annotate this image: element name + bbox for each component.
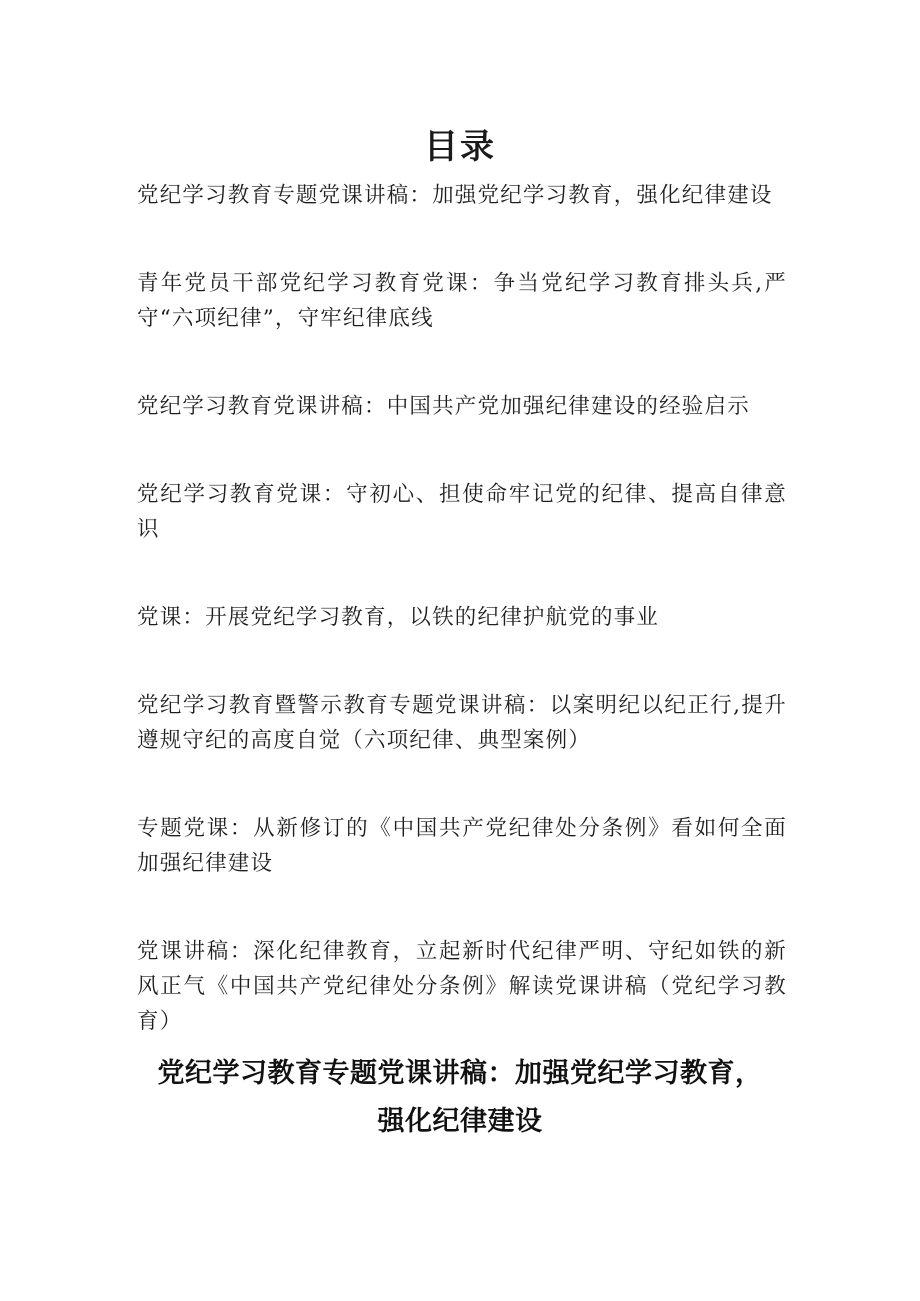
toc-item[interactable]: 专题党课：从新修订的《中国共产党纪律处分条例》看如何全面加强纪律建设: [137, 816, 787, 876]
toc-item[interactable]: 党纪学习教育党课：守初心、担使命牢记党的纪律、提高自律意识: [137, 482, 787, 542]
toc-item[interactable]: 党课讲稿：深化纪律教育，立起新时代纪律严明、守纪如铁的新风正气《中国共产党纪律处分条例》解读党课讲稿（党纪学习教育）: [137, 939, 787, 1034]
article-heading: 党纪学习教育专题党课讲稿：加强党纪学习教育，强化纪律建设: [157, 1058, 763, 1137]
toc-item[interactable]: 党纪学习教育党课讲稿：中国共产党加强纪律建设的经验启示: [137, 394, 750, 419]
toc-item[interactable]: 党课：开展党纪学习教育，以铁的纪律护航党的事业: [137, 605, 660, 630]
toc-list: [137, 178, 787, 1092]
toc-item[interactable]: 党纪学习教育暨警示教育专题党课讲稿：以案明纪以纪正行,提升遵规守纪的高度自觉（六项纪律、典型案例）: [137, 693, 787, 753]
toc-item[interactable]: 青年党员干部党纪学习教育党课：争当党纪学习教育排头兵,严守“六项纪律”，守牢纪律底线: [137, 271, 787, 331]
toc-title: 目录: [424, 127, 496, 167]
toc-item[interactable]: 党纪学习教育专题党课讲稿：加强党纪学习教育，强化纪律建设: [137, 183, 773, 208]
